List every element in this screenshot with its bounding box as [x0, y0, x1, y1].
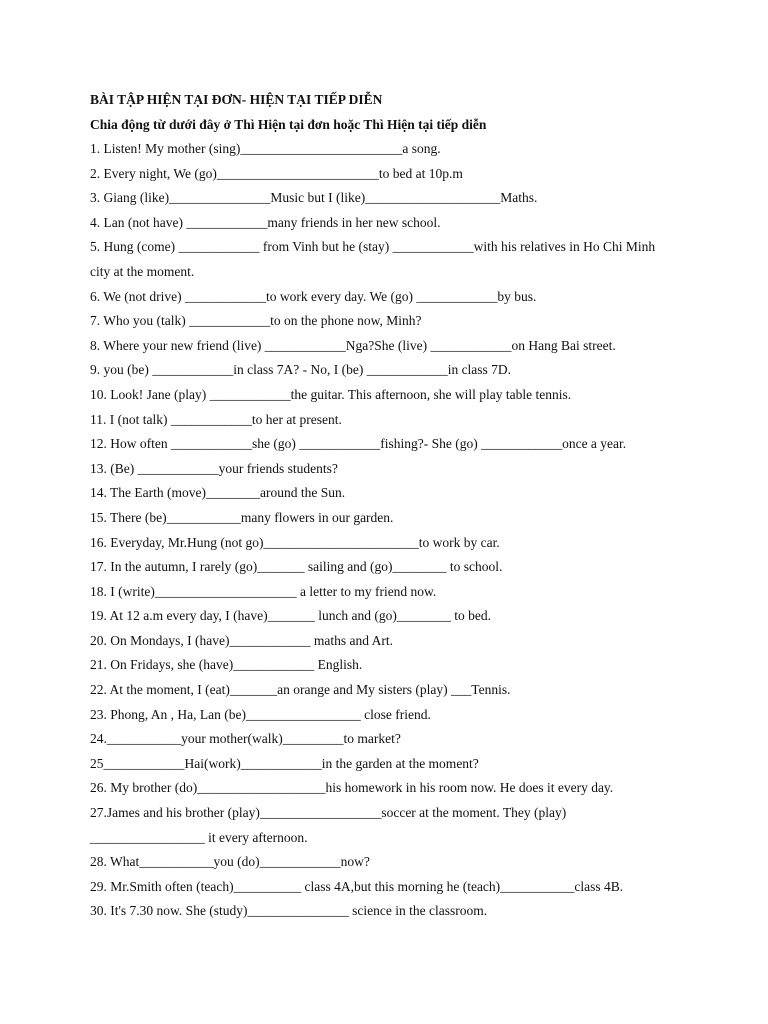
exercise-line: 14. The Earth (move)________around the Sun.	[90, 485, 346, 501]
exercise-line: 11. I (not talk) ____________to her at present.	[90, 411, 342, 427]
exercise-line: 30. It's 7.30 now. She (study)_______________ science in the classroom.	[90, 903, 488, 919]
exercise-line: 19. At 12 a.m every day, I (have)_______ lunch and (go)________ to bed.	[90, 608, 492, 624]
exercise-line: 17. In the autumn, I rarely (go)_______ sailing and (go)________ to school.	[90, 559, 503, 575]
exercise-line: 5. Hung (come) ____________ from Vinh but he (stay) ____________with his relatives in Ho Chi Minh	[90, 239, 656, 255]
exercise-line: 22. At the moment, I (eat)_______an orange and My sisters (play) ___Tennis.	[90, 682, 511, 698]
exercise-line: 15. There (be)___________many flowers in our garden.	[90, 509, 394, 525]
exercise-line: 9. you (be) ____________in class 7A? - No, I (be) ____________in class 7D.	[90, 362, 512, 378]
exercise-line: 24.___________your mother(walk)_________to market?	[90, 731, 401, 747]
exercise-line: 23. Phong, An , Ha, Lan (be)_________________ close friend.	[90, 706, 431, 722]
exercise-line: 16. Everyday, Mr.Hung (not go)_______________________to work by car.	[90, 534, 500, 550]
exercise-line: city at the moment.	[90, 263, 195, 279]
exercise-line: 13. (Be) ____________your friends students?	[90, 460, 338, 476]
worksheet-instruction: Chia động từ dưới đây ở Thì Hiện tại đơn hoặc Thì Hiện tại tiếp diễn	[90, 116, 487, 132]
exercise-line: 28. What___________you (do)____________now?	[90, 854, 370, 870]
exercise-line: 6. We (not drive) ____________to work every day. We (go) ____________by bus.	[90, 288, 537, 304]
exercise-line: 29. Mr.Smith often (teach)__________ class 4A,but this morning he (teach)___________class 4B.	[90, 878, 624, 894]
exercise-line: 8. Where your new friend (live) ____________Nga?She (live) ____________on Hang Bai street.	[90, 337, 616, 353]
exercise-line: 3. Giang (like)_______________Music but I (like)____________________Maths.	[90, 190, 538, 206]
exercise-line: 25____________Hai(work)____________in the garden at the moment?	[90, 755, 479, 771]
exercise-line: 21. On Fridays, she (have)____________ English.	[90, 657, 363, 673]
exercise-line: 12. How often ____________she (go) ____________fishing?- She (go) ____________once a year.	[90, 436, 627, 452]
exercise-line: 18. I (write)_____________________ a letter to my friend now.	[90, 583, 437, 599]
exercise-line: _________________ it every afternoon.	[90, 829, 308, 845]
exercise-line: 10. Look! Jane (play) ____________the guitar. This afternoon, she will play table tennis.	[90, 386, 572, 402]
exercise-line: 1. Listen! My mother (sing)________________________a song.	[90, 141, 441, 156]
exercise-line: 20. On Mondays, I (have)____________ maths and Art.	[90, 632, 393, 648]
exercise-line: 7. Who you (talk) ____________to on the phone now, Minh?	[90, 313, 422, 329]
worksheet-title: BÀI TẬP HIỆN TẠI ĐƠN- HIỆN TẠI TIẾP DIỄN	[90, 92, 383, 107]
worksheet-page	[90, 88, 690, 924]
exercise-line: 27.James and his brother (play)__________________soccer at the moment. They (play)	[90, 805, 567, 821]
exercise-line: 2. Every night, We (go)________________________to bed at 10p.m	[90, 165, 463, 181]
exercise-line: 4. Lan (not have) ____________many friends in her new school.	[90, 214, 441, 230]
exercise-line: 26. My brother (do)___________________his homework in his room now. He does it every day.	[90, 780, 614, 796]
